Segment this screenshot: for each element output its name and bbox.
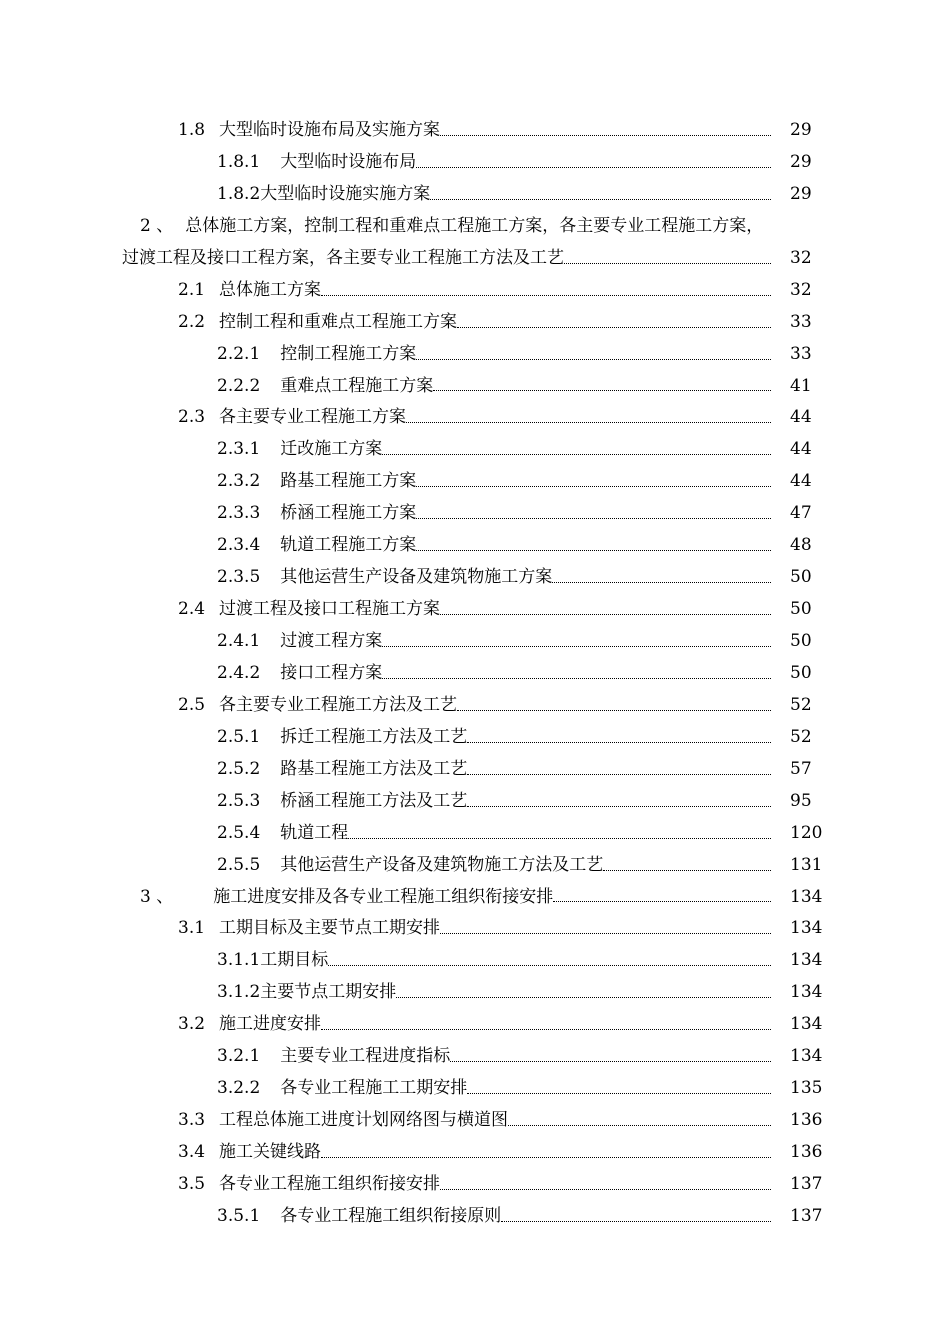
toc-entry-title: 桥涵工程施工方案	[280, 503, 417, 524]
toc-entry-title: 过渡工程及接口工程施工方案	[219, 599, 441, 620]
toc-entry-number: 2.2	[178, 311, 206, 332]
toc-entry-lead	[217, 977, 396, 1009]
toc-entry-continuation	[0, 243, 950, 275]
toc-entry[interactable]	[0, 945, 950, 977]
toc-dot-leader	[564, 262, 771, 264]
toc-entry[interactable]	[0, 211, 950, 243]
toc-page-number: 134	[790, 950, 823, 971]
toc-entry-lead	[217, 498, 416, 530]
toc-dot-leader	[321, 294, 771, 296]
toc-entry-lead	[217, 1041, 450, 1073]
toc-entry[interactable]	[0, 339, 950, 371]
toc-entry[interactable]	[0, 818, 950, 850]
toc-dot-leader	[382, 645, 771, 647]
toc-page-number: 137	[790, 1205, 823, 1226]
toc-page-number: 135	[790, 1078, 823, 1099]
toc-entry[interactable]	[0, 275, 950, 307]
toc-entry-lead	[217, 818, 348, 850]
toc-entry-lead	[178, 1137, 321, 1169]
toc-entry-number: 2.3.4	[217, 535, 261, 556]
toc-page-number: 33	[790, 311, 812, 332]
toc-entry-title: 轨道工程施工方案	[280, 535, 417, 556]
toc-page-number: 44	[790, 407, 812, 428]
toc-entry-title: 各主要专业工程施工方案	[219, 407, 407, 428]
toc-page-number: 29	[790, 151, 812, 172]
toc-entry-title: 工期目标	[260, 950, 329, 971]
toc-entry-number: 1.8.2	[217, 183, 261, 204]
toc-entry-title: 施工关键线路	[219, 1142, 322, 1162]
toc-entry-number: 3.2	[178, 1014, 206, 1035]
toc-page-number: 47	[790, 503, 812, 524]
toc-entry-title: 各专业工程施工组织衔接安排	[219, 1173, 441, 1194]
toc-entry-lead	[217, 722, 467, 754]
toc-entry-lead	[217, 850, 603, 882]
toc-entry[interactable]	[0, 882, 950, 914]
toc-entry-lead	[217, 339, 416, 371]
toc-entry-number: 2.5.3	[217, 790, 261, 811]
toc-entry-title: 重难点工程施工方案	[280, 375, 434, 396]
toc-entry-number: 3.1.2	[217, 982, 261, 1003]
toc-entry-lead	[217, 147, 416, 179]
toc-entry-number: 3.5.1	[217, 1205, 261, 1226]
toc-entry[interactable]	[0, 1169, 950, 1201]
toc-entry-lead	[217, 786, 467, 818]
toc-dot-leader	[328, 964, 771, 966]
toc-dot-leader	[450, 1060, 771, 1062]
toc-entry-lead	[217, 1201, 501, 1233]
toc-entry-lead	[140, 882, 553, 914]
toc-dot-leader	[467, 773, 771, 775]
toc-dot-leader	[348, 837, 771, 839]
toc-entry-number: 2.3.5	[217, 567, 261, 588]
toc-entry[interactable]	[0, 1105, 950, 1137]
toc-entry-lead	[217, 1073, 467, 1105]
toc-entry-lead	[178, 307, 457, 339]
toc-entry-number: 2.4.2	[217, 662, 261, 683]
toc-entry-lead	[178, 275, 321, 307]
toc-dot-leader	[440, 932, 771, 934]
toc-entry[interactable]	[0, 115, 950, 147]
toc-page-number: 120	[790, 822, 823, 843]
toc-entry[interactable]	[0, 1137, 950, 1169]
toc-entry[interactable]	[0, 1009, 950, 1041]
toc-entry-number: 2.5.2	[217, 758, 261, 779]
toc-page-number: 44	[790, 471, 812, 492]
toc-entry-lead	[178, 115, 440, 147]
toc-entry[interactable]	[0, 658, 950, 690]
toc-dot-leader	[416, 358, 771, 360]
toc-dot-leader	[416, 166, 771, 168]
toc-entry[interactable]	[0, 179, 950, 211]
toc-page-number: 131	[790, 854, 823, 875]
toc-entry-lead	[178, 913, 440, 945]
toc-entry-lead	[217, 530, 416, 562]
toc-entry-title: 其他运营生产设备及建筑物施工方案	[280, 567, 553, 588]
toc-page-number: 50	[790, 631, 812, 651]
toc-entry-number: 3.3	[178, 1110, 206, 1131]
toc-dot-leader	[467, 1092, 771, 1094]
toc-entry-title: 各专业工程施工工期安排	[280, 1078, 468, 1099]
toc-page-number: 41	[790, 375, 812, 396]
toc-entry-number: 2.3	[178, 407, 206, 428]
toc-entry-title: 工程总体施工进度计划网络图与横道图	[219, 1110, 509, 1131]
toc-dot-leader	[382, 677, 771, 679]
toc-entry-lead	[217, 562, 552, 594]
toc-entry-number: 3.4	[178, 1142, 206, 1162]
toc-dot-leader	[467, 741, 771, 743]
toc-entry-title: 迁改施工方案	[280, 439, 383, 460]
toc-entry-number: 3.1.1	[217, 950, 261, 971]
toc-dot-leader	[430, 198, 771, 200]
toc-entry[interactable]	[0, 147, 950, 179]
toc-entry-lead	[178, 1009, 321, 1041]
toc-entry-title: 其他运营生产设备及建筑物施工方法及工艺	[280, 854, 604, 875]
toc-entry-title: 工期目标及主要节点工期安排	[219, 918, 441, 939]
toc-entry-lead	[178, 1169, 440, 1201]
toc-entry-title: 总体施工方案，控制工程和重难点工程施工方案，各主要专业工程施工方案，	[185, 215, 764, 236]
toc-dot-leader	[467, 805, 771, 807]
toc-entry-lead	[217, 658, 382, 690]
toc-dot-leader	[501, 1220, 771, 1222]
toc-entry-title: 轨道工程	[280, 822, 349, 843]
toc-entry-lead	[178, 1105, 508, 1137]
toc-dot-leader	[406, 421, 771, 423]
toc-dot-leader	[416, 517, 771, 519]
toc-entry-title: 各主要专业工程施工方法及工艺	[219, 694, 458, 715]
toc-page-number: 32	[790, 279, 812, 300]
toc-entry-number: 2.5.5	[217, 854, 261, 875]
toc-page-number: 50	[790, 599, 812, 620]
toc-page-number: 29	[790, 183, 812, 204]
toc-entry-title: 主要节点工期安排	[260, 982, 397, 1003]
toc-entry-title-continuation: 过渡工程及接口工程方案，各主要专业工程施工方法及工艺	[122, 247, 564, 268]
toc-dot-leader	[321, 1028, 771, 1030]
toc-dot-leader	[508, 1124, 771, 1126]
toc-entry-number: 2 、	[140, 215, 174, 236]
toc-entry[interactable]	[0, 371, 950, 403]
toc-entry[interactable]	[0, 977, 950, 1009]
toc-page-number: 29	[790, 120, 812, 140]
toc-entry-title: 桥涵工程施工方法及工艺	[280, 790, 468, 811]
toc-entry[interactable]	[0, 626, 950, 658]
toc-dot-leader	[396, 996, 771, 998]
toc-entry-number: 2.5.1	[217, 726, 261, 747]
toc-entry[interactable]	[0, 690, 950, 722]
toc-entry[interactable]	[0, 913, 950, 945]
toc-entry-title: 大型临时设施布局及实施方案	[219, 120, 441, 140]
toc-dot-leader	[440, 613, 771, 615]
toc-entry-lead	[178, 690, 457, 722]
toc-entry[interactable]	[0, 754, 950, 786]
toc-page-number: 134	[790, 1046, 823, 1067]
toc-dot-leader	[457, 326, 771, 328]
toc-dot-leader	[433, 389, 771, 391]
toc-entry-title: 控制工程施工方案	[280, 343, 417, 364]
toc-page-number: 44	[790, 439, 812, 460]
toc-entry-title: 主要专业工程进度指标	[280, 1046, 451, 1067]
toc-entry[interactable]	[0, 1041, 950, 1073]
toc-entry-number: 2.3.1	[217, 439, 261, 460]
toc-entry[interactable]	[0, 466, 950, 498]
toc-dot-leader	[603, 869, 771, 871]
toc-entry-lead	[217, 626, 382, 658]
toc-entry-number: 3 、	[140, 886, 174, 907]
toc-entry[interactable]	[0, 402, 950, 434]
toc-entry[interactable]	[0, 530, 950, 562]
toc-entry-title: 各专业工程施工组织衔接原则	[280, 1205, 502, 1226]
toc-entry-number: 2.4.1	[217, 631, 261, 651]
toc-entry-title: 控制工程和重难点工程施工方案	[219, 311, 458, 332]
toc-entry-title: 大型临时设施实施方案	[260, 183, 431, 204]
toc-entry[interactable]	[0, 850, 950, 882]
toc-entry[interactable]	[0, 562, 950, 594]
toc-entry[interactable]	[0, 498, 950, 530]
toc-entry-number: 2.4	[178, 599, 206, 620]
toc-page-number: 136	[790, 1110, 823, 1131]
toc-page-number: 48	[790, 535, 812, 556]
toc-entry-number: 2.5.4	[217, 822, 261, 843]
toc-entry-number: 3.2.2	[217, 1078, 261, 1099]
toc-entry[interactable]	[0, 594, 950, 626]
toc-page-number: 57	[790, 758, 812, 779]
toc-dot-leader	[457, 709, 771, 711]
toc-entry-number: 2.2.2	[217, 375, 261, 396]
toc-entry-title: 过渡工程方案	[280, 631, 383, 651]
toc-page-number: 134	[790, 918, 823, 939]
toc-entry-number: 2.2.1	[217, 343, 261, 364]
toc-page-number: 50	[790, 567, 812, 588]
toc-entry-title: 拆迁工程施工方法及工艺	[280, 726, 468, 747]
toc-entry-number: 2.3.3	[217, 503, 261, 524]
toc-entry-number: 3.1	[178, 918, 206, 939]
toc-entry-title: 总体施工方案	[219, 279, 322, 300]
toc-entry-lead	[178, 594, 440, 626]
toc-dot-leader	[552, 581, 771, 583]
toc-entry[interactable]	[0, 722, 950, 754]
toc-entry-number: 3.5	[178, 1173, 206, 1194]
toc-page-number: 50	[790, 662, 812, 683]
toc-dot-leader	[553, 900, 771, 902]
table-of-contents	[0, 115, 950, 1233]
toc-dot-leader	[321, 1156, 771, 1158]
toc-page-number: 134	[790, 982, 823, 1003]
toc-entry-title: 接口工程方案	[280, 662, 383, 683]
toc-entry[interactable]	[0, 307, 950, 339]
toc-page-number: 52	[790, 726, 812, 747]
toc-page-number: 95	[790, 790, 812, 811]
toc-entry[interactable]	[0, 786, 950, 818]
toc-entry-lead	[140, 211, 763, 243]
toc-page-number: 137	[790, 1173, 823, 1194]
toc-dot-leader	[416, 549, 771, 551]
toc-page-number: 52	[790, 694, 812, 715]
toc-entry-lead	[217, 466, 416, 498]
toc-page-number: 32	[790, 247, 812, 268]
toc-entry-number: 2.3.2	[217, 471, 261, 492]
toc-entry-title: 路基工程施工方法及工艺	[280, 758, 468, 779]
toc-entry[interactable]	[0, 434, 950, 466]
toc-dot-leader	[440, 1188, 771, 1190]
toc-entry-number: 2.1	[178, 279, 206, 300]
toc-entry-lead	[178, 402, 406, 434]
toc-dot-leader	[416, 485, 771, 487]
toc-entry-lead	[217, 371, 433, 403]
toc-entry-number: 2.5	[178, 694, 206, 715]
toc-page-number: 33	[790, 343, 812, 364]
toc-entry-title: 大型临时设施布局	[280, 151, 417, 172]
toc-entry-title: 施工进度安排及各专业工程施工组织衔接安排	[213, 886, 554, 907]
toc-page-number: 134	[790, 886, 823, 907]
toc-entry-number: 3.2.1	[217, 1046, 261, 1067]
toc-entry-lead	[217, 179, 430, 211]
toc-entry-lead	[217, 945, 328, 977]
toc-page-number: 136	[790, 1142, 823, 1162]
toc-page-number: 134	[790, 1014, 823, 1035]
toc-entry[interactable]	[0, 1201, 950, 1233]
toc-entry[interactable]	[0, 1073, 950, 1105]
toc-entry-lead	[217, 754, 467, 786]
toc-entry-title: 路基工程施工方案	[280, 471, 417, 492]
toc-entry-title: 施工进度安排	[219, 1014, 322, 1035]
toc-dot-leader	[440, 134, 771, 136]
toc-entry-number: 1.8.1	[217, 151, 261, 172]
toc-entry-lead	[217, 434, 382, 466]
toc-entry-number: 1.8	[178, 120, 206, 140]
toc-dot-leader	[382, 453, 771, 455]
